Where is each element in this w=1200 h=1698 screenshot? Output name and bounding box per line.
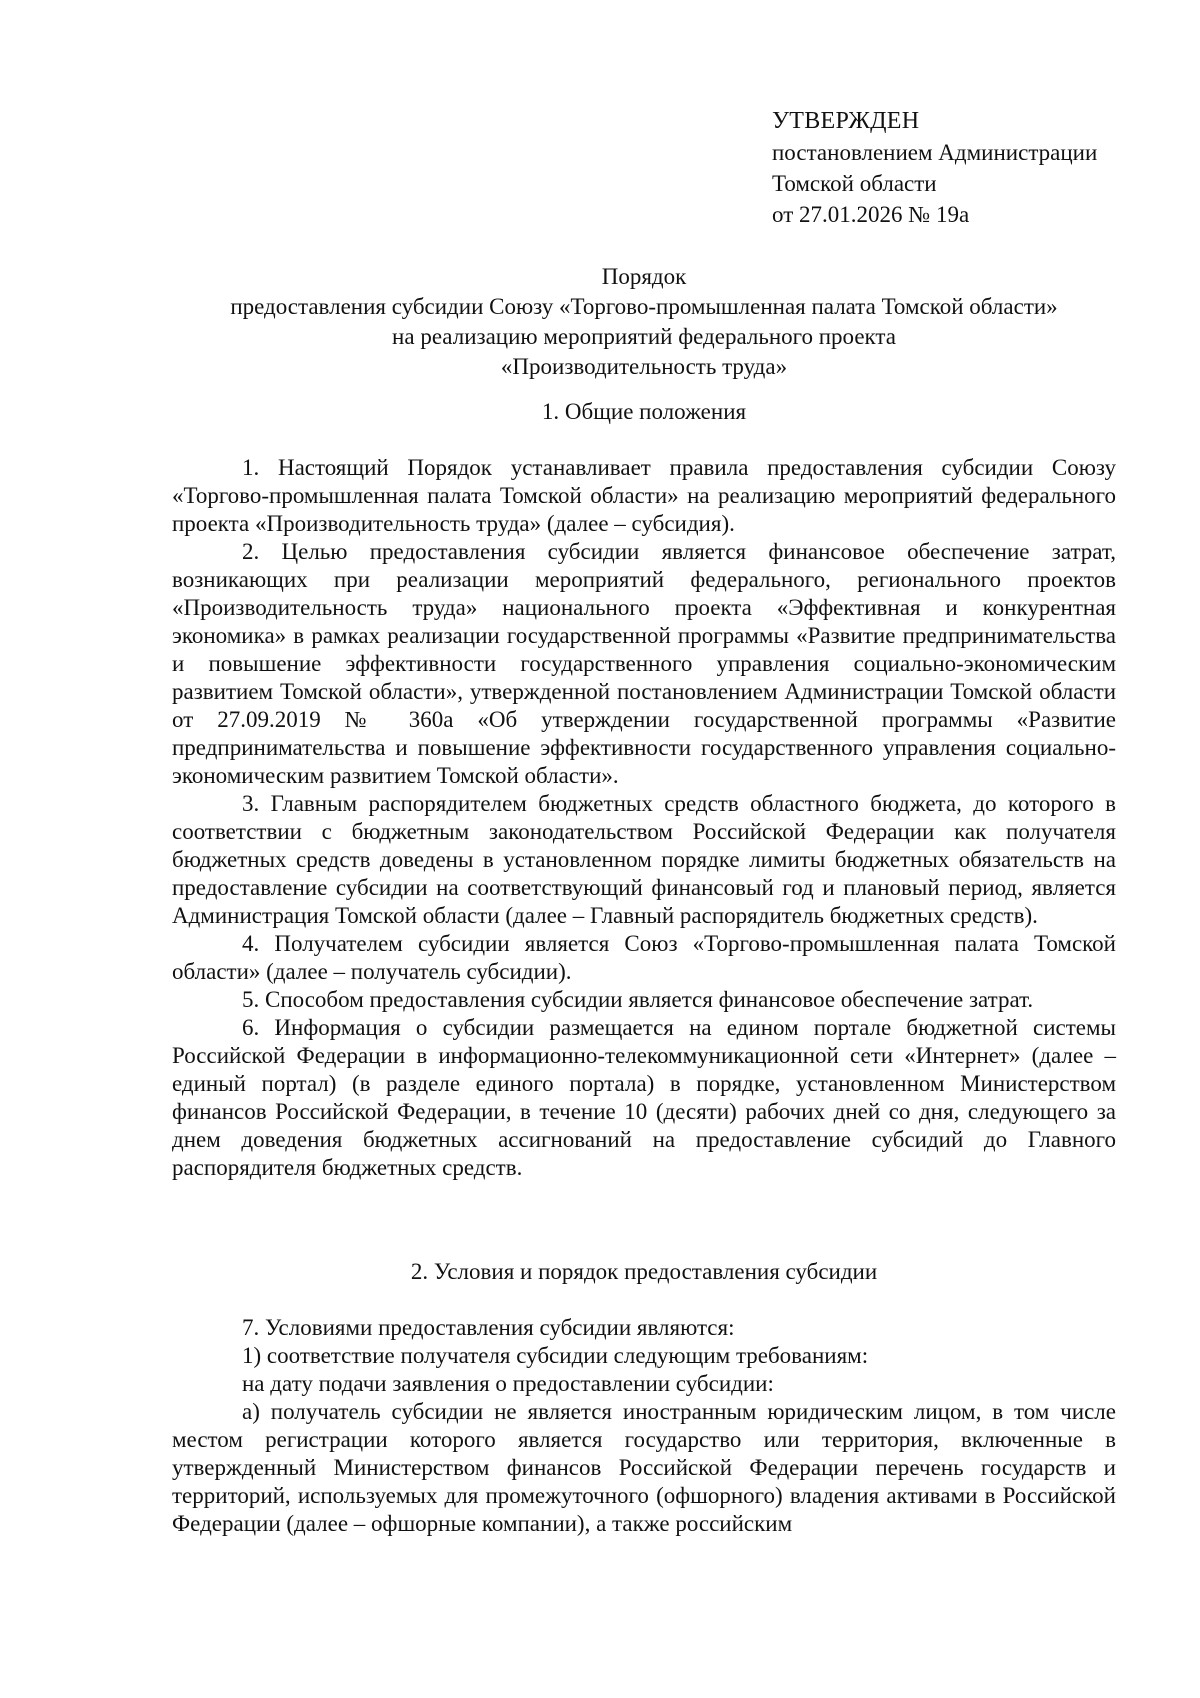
paragraph-3: 3. Главным распорядителем бюджетных средств областного бюджета, до которого в соответствии с бюджетным законодательством Российской Федерации как получателя бюджетных средств доведены в установленном порядке лимиты бюджетных обязательств на предоставление субсидии на соответствующий финансовый год и плановый период, является Администрация Томской области (далее – Главный распорядитель бюджетных средств). (172, 791, 1116, 928)
approval-stamp (772, 106, 1172, 230)
approval-title: УТВЕРЖДЕН (772, 108, 920, 134)
title-line-3: на реализацию мероприятий федерального проекта (392, 324, 896, 349)
section-1-heading: 1. Общие положения (541, 399, 747, 424)
approval-line-3: от 27.01.2026 № 19а (772, 202, 970, 227)
paragraph-6: 6. Информация о субсидии размещается на едином портале бюджетной системы Российской Федерации в информационно-телекоммуникационной сети «Интернет» (далее – единый портал) (в разделе единого портала) в порядке, установленном Министерством финансов Российской Федерации, в течение 10 (десяти) рабочих дней со дня, следующего за днем доведения бюджетных ассигнований на предоставление субсидий до Главного распорядителя бюджетных средств. (172, 1015, 1116, 1180)
title-line-4: «Производительность труда» (500, 354, 788, 379)
section-1-body (172, 454, 1116, 1182)
paragraph-7: 7. Условиями предоставления субсидии являются: (242, 1315, 735, 1340)
title-line-2: предоставления субсидии Союзу «Торгово-промышленная палата Томской области» (230, 294, 1058, 319)
section-2-body (172, 1314, 1116, 1538)
paragraph-1: 1. Настоящий Порядок устанавливает правила предоставления субсидии Союзу «Торгово-промышленная палата Томской области» на реализацию мероприятий федерального проекта «Производительность труда» (далее – субсидия). (172, 455, 1116, 536)
title-line-1: Порядок (601, 264, 687, 289)
document-title (172, 262, 1116, 382)
paragraph-7-item-1: 1) соответствие получателя субсидии следующим требованиям: (242, 1343, 869, 1368)
paragraph-2: 2. Целью предоставления субсидии является финансовое обеспечение затрат, возникающих при реализации мероприятий федерального, регионального проектов «Производительность труда» национального проекта «Эффективная и конкурентная экономика» в рамках реализации государственной программы «Развитие предпринимательства и повышение эффективности государственного управления социально-экономическим развитием Томской области», утвержденной постановлением Администрации Томской области от 27.09.2019 № 360а «Об утверждении государственной программы «Развитие предпринимательства и повышение эффективности государственного управления социально-экономическим развитием Томской области». (172, 539, 1116, 788)
paragraph-7-item-a: а) получатель субсидии не является иностранным юридическим лицом, в том числе местом регистрации которого является государство или территория, включенные в утвержденный Министерством финансов Российской Федерации перечень государств и территорий, используемых для промежуточного (офшорного) владения активами в Российской Федерации (далее – офшорные компании), а также российским (172, 1399, 1116, 1536)
section-2-heading: 2. Условия и порядок предоставления субсидии (410, 1259, 878, 1284)
paragraph-7-date-clause: на дату подачи заявления о предоставлении субсидии: (242, 1371, 774, 1396)
paragraph-5: 5. Способом предоставления субсидии является финансовое обеспечение затрат. (242, 987, 1034, 1012)
approval-line-1: постановлением Администрации (772, 140, 1098, 165)
paragraph-4: 4. Получателем субсидии является Союз «Торгово-промышленная палата Томской области» (далее – получатель субсидии). (172, 931, 1116, 984)
approval-line-2: Томской области (772, 171, 937, 196)
